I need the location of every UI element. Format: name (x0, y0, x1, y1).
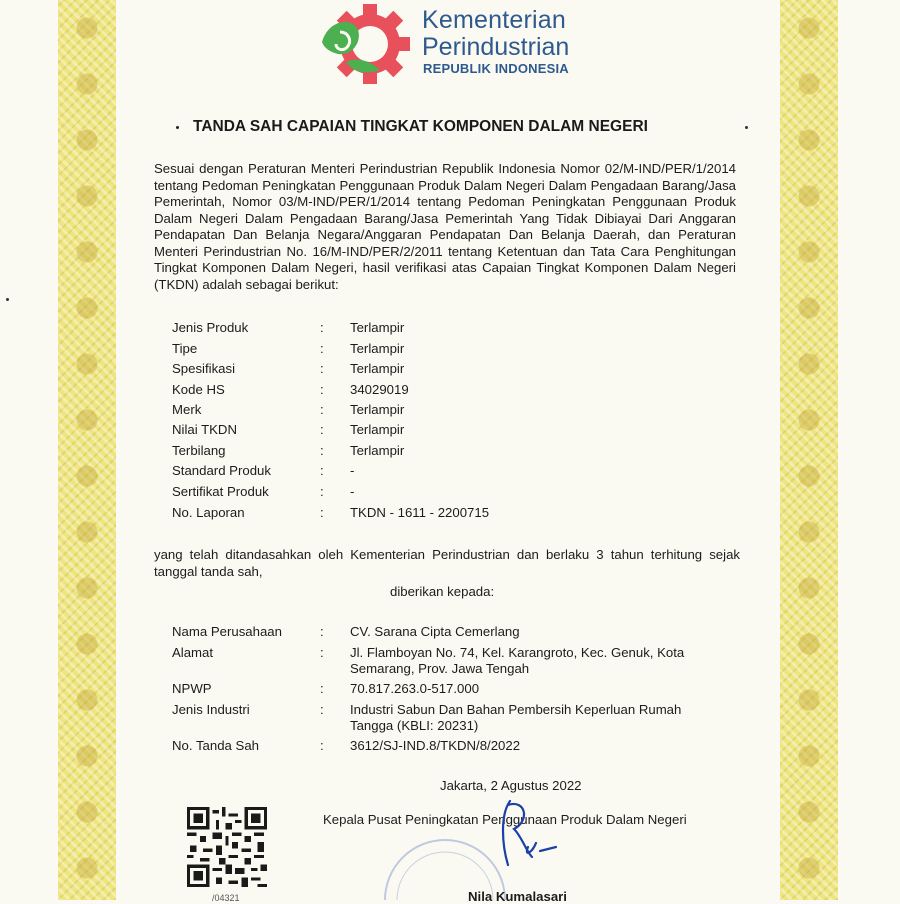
row-value: Terlampir (350, 443, 405, 458)
decorative-border-right (780, 0, 838, 900)
bullet-dot (176, 126, 179, 129)
row-value: Terlampir (350, 422, 405, 437)
row-colon: : (320, 422, 324, 437)
row-value: Terlampir (350, 341, 405, 356)
intro-paragraph: Sesuai dengan Peraturan Menteri Perindustrian Republik Indonesia Nomor 02/M-IND/PER/1/2014 tentang Pedoman Peningkatan Penggunaan Produk Dalam Negeri Dalam Pengadaan Barang/Jasa Pemerintah, Nomor 03/M-IND/PER/1/2014 tentang Pedoman Peningkatan Penggunaan Produk Dalam Negeri Dalam Pengadaan Barang/Jasa Pemerintah Yang Tidak Dibiayai Dari Anggaran Pendapatan Dan Belanja Negara/Anggaran Pendapatan Dan Belanja Daerah, dan Peraturan Menteri Perindustrian No. 16/M-IND/PER/2/2011 tentang Ketentuan dan Tata Cara Penghitungan Tingkat Komponen Dalam Negeri, hasil verifikasi atas Capaian Tingkat Komponen Dalam Negeri (TKDN) adalah sebagai berikut: (154, 161, 736, 292)
row-label: Nilai TKDN (172, 422, 237, 437)
qr-code-icon[interactable] (187, 807, 267, 887)
row-colon: : (320, 645, 324, 660)
row-colon: : (320, 463, 324, 478)
row-colon: : (320, 320, 324, 335)
validity-paragraph: yang telah ditandasahkan oleh Kementerian Perindustrian dan berlaku 3 tahun terhitung sejak tanggal tanda sah, (154, 547, 740, 579)
row-label: No. Laporan (172, 505, 245, 520)
row-label: Spesifikasi (172, 361, 236, 376)
row-label: Standard Produk (172, 463, 271, 478)
row-label: Terbilang (172, 443, 226, 458)
row-colon: : (320, 624, 324, 639)
row-colon: : (320, 681, 324, 696)
row-value: Terlampir (350, 361, 405, 376)
row-label: Merk (172, 402, 202, 417)
row-value: CV. Sarana Cipta Cemerlang (350, 624, 520, 639)
signatory-name: Nila Kumalasari (468, 889, 567, 904)
row-value: - (350, 484, 355, 499)
ministry-name-line2: Perindustrian (422, 33, 570, 61)
row-label: Tipe (172, 341, 198, 356)
row-colon: : (320, 505, 324, 520)
row-value: - (350, 463, 355, 478)
row-value: Terlampir (350, 402, 405, 417)
row-label: Jenis Industri (172, 702, 250, 717)
scan-speck (6, 298, 9, 301)
row-colon: : (320, 443, 324, 458)
row-label: Alamat (172, 645, 214, 660)
row-label: No. Tanda Sah (172, 738, 260, 753)
row-value: 3612/SJ-IND.8/TKDN/8/2022 (350, 738, 521, 753)
decorative-border-left (58, 0, 116, 900)
row-value: 34029019 (350, 382, 409, 397)
row-value: Jl. Flamboyan No. 74, Kel. Karangroto, Kec. Genuk, Kota Semarang, Prov. Jawa Tengah (350, 645, 685, 676)
row-value: Industri Sabun Dan Bahan Pembersih Keperluan Rumah Tangga (KBLI: 20231) (350, 702, 682, 733)
scan-speck (745, 126, 748, 129)
row-label: Nama Perusahaan (172, 624, 282, 639)
row-label: Sertifikat Produk (172, 484, 269, 499)
row-label: NPWP (172, 681, 212, 696)
document-title: TANDA SAH CAPAIAN TINGKAT KOMPONEN DALAM NEGERI (193, 118, 648, 135)
ministry-logo-icon (318, 2, 410, 86)
given-to-label: diberikan kepada: (390, 584, 495, 599)
signatory-position: Kepala Pusat Peningkatan Penggunaan Produk Dalam Negeri (323, 812, 687, 827)
row-colon: : (320, 361, 324, 376)
ministry-country: REPUBLIK INDONESIA (423, 61, 569, 76)
row-colon: : (320, 341, 324, 356)
row-colon: : (320, 702, 324, 717)
row-colon: : (320, 402, 324, 417)
ministry-name-line1: Kementerian (422, 6, 566, 34)
signature-icon (480, 795, 560, 875)
row-colon: : (320, 738, 324, 753)
row-value: TKDN - 1611 - 2200715 (350, 505, 490, 520)
row-label: Jenis Produk (172, 320, 249, 335)
row-label: Kode HS (172, 382, 225, 397)
qr-number: /04321 (212, 893, 240, 903)
row-colon: : (320, 484, 324, 499)
row-value: 70.817.263.0-517.000 (350, 681, 480, 696)
place-date: Jakarta, 2 Agustus 2022 (440, 778, 582, 793)
row-value: Terlampir (350, 320, 405, 335)
row-colon: : (320, 382, 324, 397)
